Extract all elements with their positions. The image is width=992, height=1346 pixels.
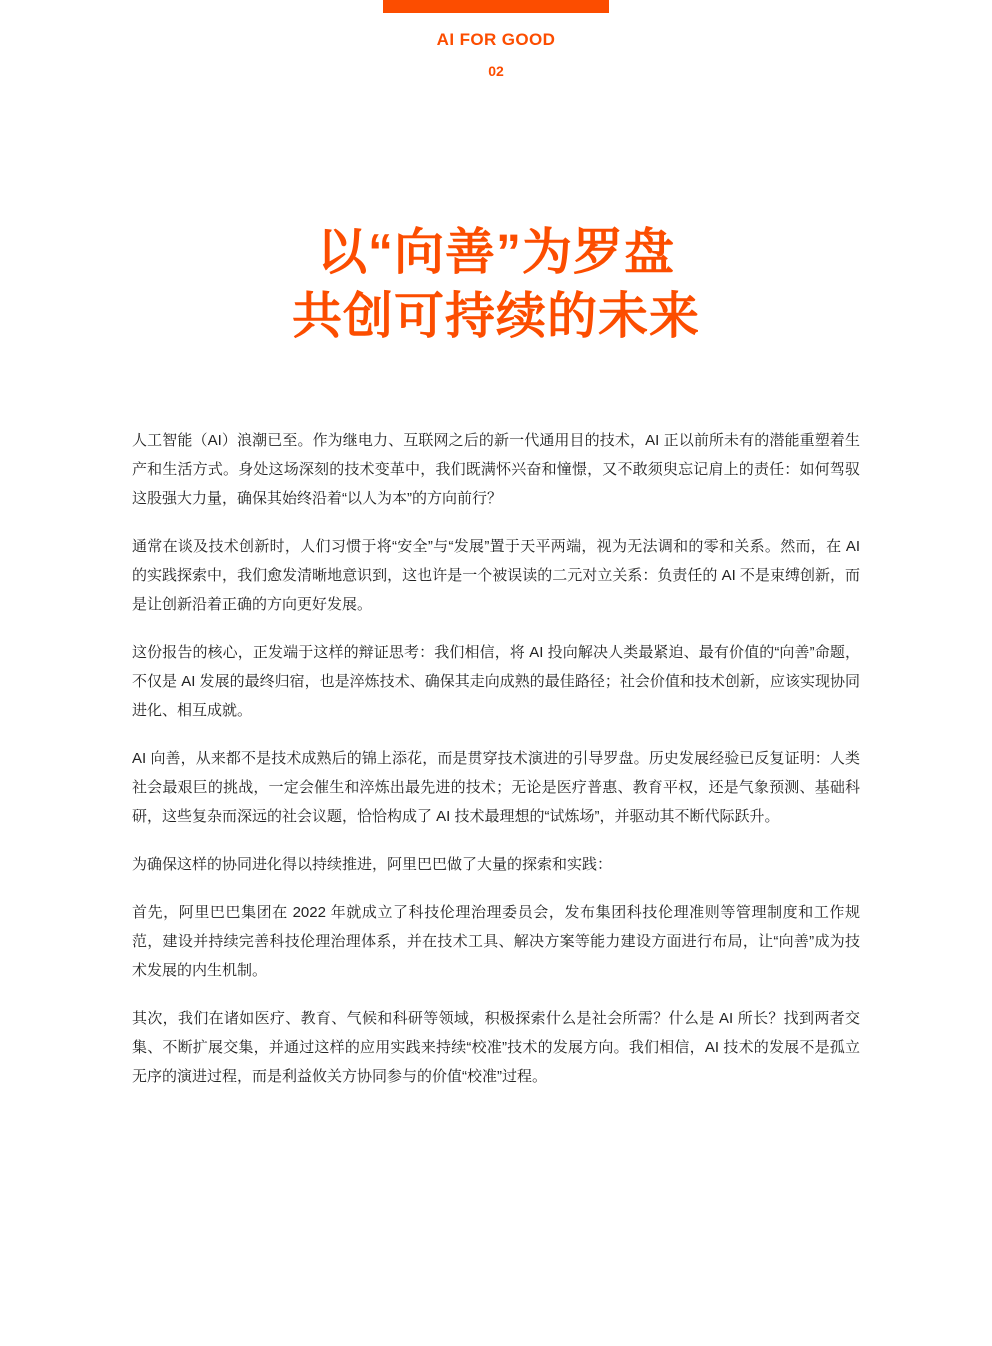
paragraph-report-core: 这份报告的核心，正发端于这样的辩证思考：我们相信，将 AI 投向解决人类最紧迫、最有价值的“向善”命题，不仅是 AI 发展的最终归宿，也是淬炼技术、确保其走向成熟的最佳路径；社会价值和技术创新，应该实现协同进化、相互成就。 (132, 644, 860, 719)
paragraph-first-governance: 首先，阿里巴巴集团在 2022 年就成立了科技伦理治理委员会，发布集团科技伦理准则等管理制度和工作规范，建设并持续完善科技伦理治理体系，并在技术工具、解决方案等能力建设方面进行布局，让“向善”成为技术发展的内生机制。 (132, 904, 860, 979)
paragraph-ai-for-good-compass: AI 向善，从来都不是技术成熟后的锦上添花，而是贯穿技术演进的引导罗盘。历史发展经验已反复证明：人类社会最艰巨的挑战，一定会催生和淬炼出最先进的技术；无论是医疗普惠、教育平权，还是气象预测、基础科研，这些复杂而深远的社会议题，恰恰构成了 AI 技术最理想的“试炼场”，并驱动其不断代际跃升。 (132, 750, 860, 825)
article-body (132, 426, 860, 1091)
paragraph-intro: 人工智能（AI）浪潮已至。作为继电力、互联网之后的新一代通用目的技术，AI 正以前所未有的潜能重塑着生产和生活方式。身处这场深刻的技术变革中，我们既满怀兴奋和憧憬，又不敢须臾忘记肩上的责任：如何驾驭这股强大力量，确保其始终沿着“以人为本”的方向前行？ (132, 432, 860, 507)
page-header (0, 0, 992, 80)
paragraph-alibaba-practice-lead: 为确保这样的协同进化得以持续推进，阿里巴巴做了大量的探索和实践： (132, 856, 613, 873)
section-title-line-2: 共创可持续的未来 (292, 288, 700, 344)
paragraph-second-calibration: 其次，我们在诸如医疗、教育、气候和科研等领域，积极探索什么是社会所需？什么是 AI 所长？找到两者交集、不断扩展交集，并通过这样的应用实践来持续“校准”技术的发展方向。我们相信，AI 技术的发展不是孤立无序的演进过程，而是利益攸关方协同参与的价值“校准”过程。 (132, 1010, 860, 1085)
section-eyebrow: AI FOR GOOD (436, 30, 556, 49)
paragraph-safety-vs-development: 通常在谈及技术创新时，人们习惯于将“安全”与“发展”置于天平两端，视为无法调和的零和关系。然而，在 AI 的实践探索中，我们愈发清晰地意识到，这也许是一个被误读的二元对立关系：负责任的 AI 不是束缚创新，而是让创新沿着正确的方向更好发展。 (132, 538, 860, 613)
section-title-line-1: 以“向善”为罗盘 (317, 224, 675, 280)
header-accent-bar (383, 0, 609, 13)
section-title (0, 220, 992, 348)
page-number: 02 (488, 63, 504, 79)
